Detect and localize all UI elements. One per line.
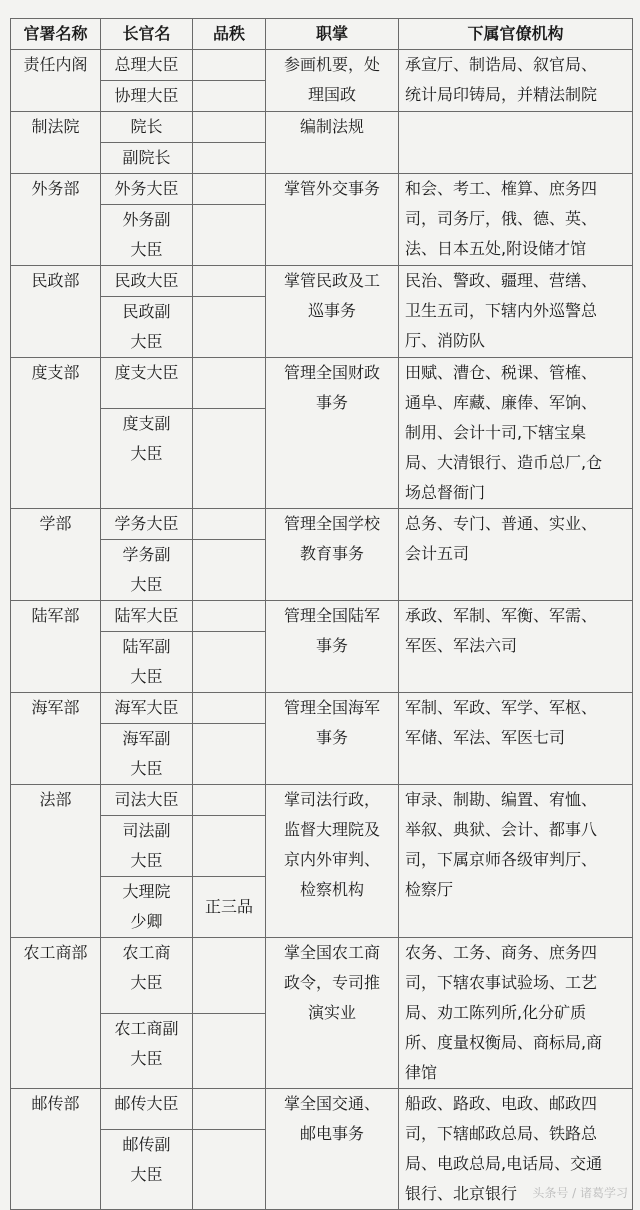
subordinate-cell: 农务、工务、商务、庶务四 司，下辖农事试验场、工艺 局、劝工陈列所,化分矿质 所、度量权衡局、商标局,商 律馆 — [399, 938, 633, 1089]
rank-cell — [193, 816, 266, 877]
rank-cell — [193, 205, 266, 266]
office-name: 邮传部 — [11, 1089, 101, 1210]
chief-title: 总理大臣 — [101, 50, 193, 81]
chief-title: 农工商 大臣 — [101, 938, 193, 1014]
rank-cell — [193, 112, 266, 143]
rank-cell: 正三品 — [193, 877, 266, 938]
duty-cell: 管理全国财政 事务 — [266, 358, 399, 509]
table-row — [11, 174, 633, 205]
header-rank: 品秩 — [193, 19, 266, 50]
office-name: 度支部 — [11, 358, 101, 509]
table-row — [11, 358, 633, 409]
table-row — [11, 785, 633, 816]
office-name: 海军部 — [11, 693, 101, 785]
rank-cell — [193, 297, 266, 358]
office-name: 民政部 — [11, 266, 101, 358]
subordinate-cell — [399, 112, 633, 174]
chief-title: 度支副 大臣 — [101, 408, 193, 508]
rank-cell — [193, 693, 266, 724]
subordinate-cell: 审录、制勘、编置、宥恤、 举叙、典狱、会计、都事八 司，下属京师各级审判厅、 检察厅 — [399, 785, 633, 938]
header-office: 官署名称 — [11, 19, 101, 50]
rank-cell — [193, 540, 266, 601]
chief-title: 协理大臣 — [101, 81, 193, 112]
rank-cell — [193, 266, 266, 297]
chief-title: 农工商副 大臣 — [101, 1013, 193, 1089]
office-name: 学部 — [11, 509, 101, 601]
chief-title: 陆军大臣 — [101, 601, 193, 632]
rank-cell — [193, 143, 266, 174]
duty-cell: 掌管外交事务 — [266, 174, 399, 266]
rank-cell — [193, 174, 266, 205]
duty-cell: 掌司法行政， 监督大理院及 京内外审判、 检察机构 — [266, 785, 399, 938]
office-name: 制法院 — [11, 112, 101, 174]
header-duty: 职掌 — [266, 19, 399, 50]
table-row — [11, 938, 633, 1014]
rank-cell — [193, 938, 266, 1014]
chief-title: 司法大臣 — [101, 785, 193, 816]
duty-cell: 掌管民政及工 巡事务 — [266, 266, 399, 358]
chief-title: 邮传大臣 — [101, 1089, 193, 1130]
subordinate-cell: 承宣厅、制诰局、叙官局、 统计局印铸局，并精法制院 — [399, 50, 633, 112]
duty-cell: 管理全国海军 事务 — [266, 693, 399, 785]
chief-title: 度支大臣 — [101, 358, 193, 409]
subordinate-cell: 民治、警政、疆理、营缮、 卫生五司，下辖内外巡警总 厅、消防队 — [399, 266, 633, 358]
rank-cell — [193, 408, 266, 508]
chief-title: 大理院 少卿 — [101, 877, 193, 938]
header-chief: 长官名 — [101, 19, 193, 50]
chief-title: 海军大臣 — [101, 693, 193, 724]
chief-title: 副院长 — [101, 143, 193, 174]
rank-cell — [193, 1089, 266, 1130]
office-name: 农工商部 — [11, 938, 101, 1089]
rank-cell — [193, 785, 266, 816]
rank-cell — [193, 724, 266, 785]
rank-cell — [193, 509, 266, 540]
subordinate-cell: 军制、军政、军学、军枢、 军储、军法、军医七司 — [399, 693, 633, 785]
duty-cell: 掌全国农工商 政令，专司推 演实业 — [266, 938, 399, 1089]
subordinate-cell: 田赋、漕仓、税课、管榷、 通阜、库藏、廉俸、军饷、 制用、会计十司,下辖宝臬 局、大清银行、造币总厂,仓 场总督衙门 — [399, 358, 633, 509]
table-row — [11, 601, 633, 632]
table-row — [11, 112, 633, 143]
subordinate-cell: 船政、路政、电政、邮政四 司，下辖邮政总局、铁路总 局、电政总局,电话局、交通 银行、北京银行 — [399, 1089, 633, 1210]
table-row — [11, 1089, 633, 1130]
chief-title: 民政大臣 — [101, 266, 193, 297]
table-row — [11, 693, 633, 724]
watermark: 头条号 / 诸葛学习 — [532, 1186, 628, 1200]
chief-title: 邮传副 大臣 — [101, 1129, 193, 1209]
chief-title: 民政副 大臣 — [101, 297, 193, 358]
office-name: 外务部 — [11, 174, 101, 266]
rank-cell — [193, 1013, 266, 1089]
office-name: 陆军部 — [11, 601, 101, 693]
table-row — [11, 50, 633, 81]
rank-cell — [193, 81, 266, 112]
officials-table — [10, 18, 633, 1210]
subordinate-cell: 和会、考工、榷算、庶务四 司，司务厅，俄、德、英、 法、日本五处,附设储才馆 — [399, 174, 633, 266]
chief-title: 司法副 大臣 — [101, 816, 193, 877]
duty-cell: 管理全国陆军 事务 — [266, 601, 399, 693]
subordinate-cell: 总务、专门、普通、实业、 会计五司 — [399, 509, 633, 601]
chief-title: 海军副 大臣 — [101, 724, 193, 785]
chief-title: 外务副 大臣 — [101, 205, 193, 266]
duty-cell: 掌全国交通、 邮电事务 — [266, 1089, 399, 1210]
rank-cell — [193, 358, 266, 409]
duty-cell: 参画机要，处 理国政 — [266, 50, 399, 112]
chief-title: 院长 — [101, 112, 193, 143]
chief-title: 学务副 大臣 — [101, 540, 193, 601]
rank-cell — [193, 50, 266, 81]
rank-cell — [193, 601, 266, 632]
header-row — [11, 19, 633, 50]
duty-cell: 编制法规 — [266, 112, 399, 174]
office-name: 责任内阁 — [11, 50, 101, 112]
duty-cell: 管理全国学校 教育事务 — [266, 509, 399, 601]
subordinate-cell: 承政、军制、军衡、军需、 军医、军法六司 — [399, 601, 633, 693]
chief-title: 陆军副 大臣 — [101, 632, 193, 693]
header-subordinate: 下属官僚机构 — [399, 19, 633, 50]
chief-title: 学务大臣 — [101, 509, 193, 540]
rank-cell — [193, 632, 266, 693]
rank-cell — [193, 1129, 266, 1209]
table-row — [11, 509, 633, 540]
office-name: 法部 — [11, 785, 101, 938]
table-row — [11, 266, 633, 297]
chief-title: 外务大臣 — [101, 174, 193, 205]
